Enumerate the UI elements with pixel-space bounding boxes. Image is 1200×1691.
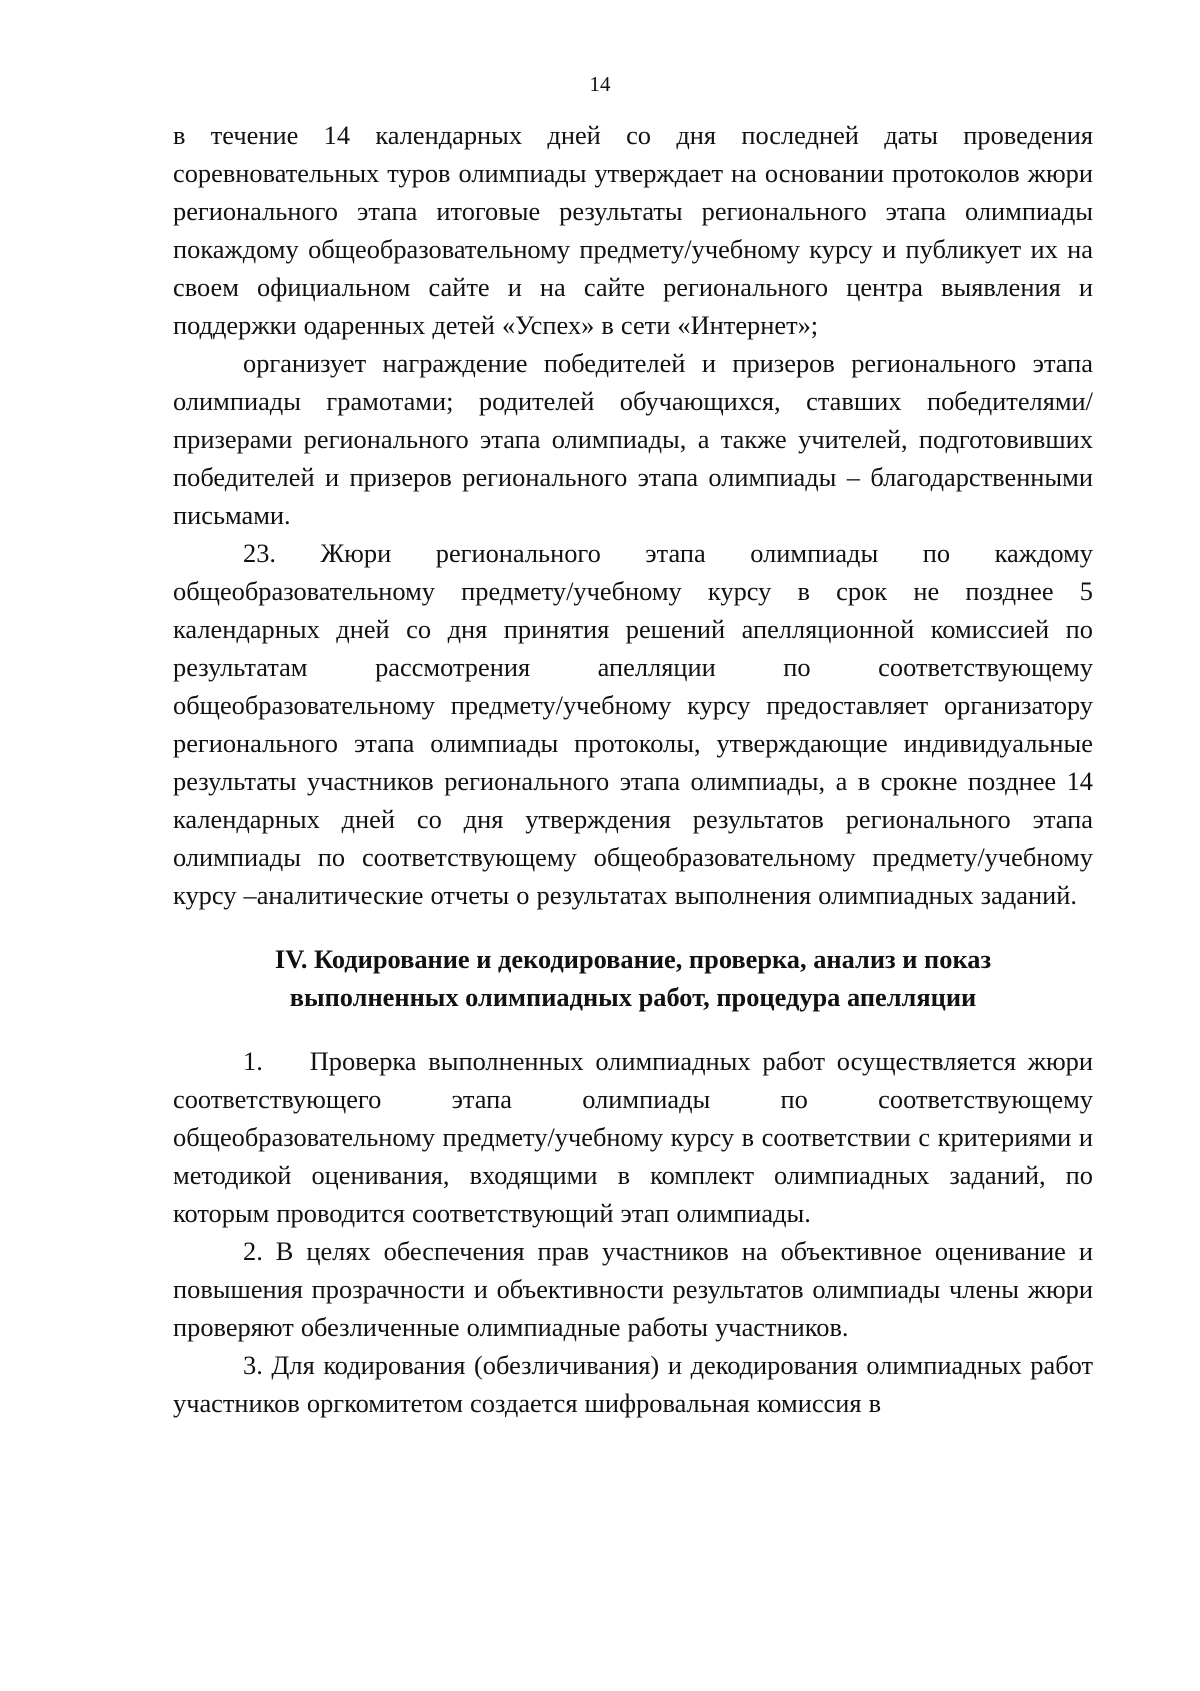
paragraph-results-approval: в течение 14 календарных дней со дня последней даты проведения соревновательных туров олимпиады утверждает на основании протоколов жюри регионального этапа итоговые результаты регионального этапа олимпиады покаждому общеобразовательному предмету/учебному курсу и публикует их на своем официальном сайте и на сайте регионального центра выявления и поддержки одаренных детей «Успех» в сети «Интернет»;	[173, 120, 1093, 340]
page-number: 14	[589, 72, 611, 96]
document-body	[173, 116, 1101, 1422]
paragraph-awarding: организует награждение победителей и призеров регионального этапа олимпиады грамотами; родителей обучающихся, ставших победителями/призерами регионального этапа олимпиады, а также учителей, подготовивших победителей и призеров регионального этапа олимпиады – благодарственными письмами.	[173, 348, 1093, 530]
paragraph-item-23: 23. Жюри регионального этапа олимпиады по каждому общеобразовательному предмету/учебному курсу в срок не позднее 5 календарных дней со дня принятия решений апелляционной комиссией по результатам рассмотрения апелляции по соответствующему общеобразовательному предмету/учебному курсу предоставляет организатору регионального этапа олимпиады протоколы, утверждающие индивидуальные результаты участников регионального этапа олимпиады, а в срокне позднее 14 календарных дней со дня утверждения результатов регионального этапа олимпиады по соответствующему общеобразовательному предмету/учебному курсу –аналитические отчеты о результатах выполнения олимпиадных заданий.	[173, 538, 1093, 910]
section-title: IV. Кодирование и декодирование, проверка, анализ и показ выполненных олимпиадных работ, процедура апелляции	[274, 944, 992, 1012]
paragraph-item-2: 2. В целях обеспечения прав участников на объективное оценивание и повышения прозрачности и объективности результатов олимпиады члены жюри проверяют обезличенные олимпиадные работы участников.	[173, 1236, 1093, 1342]
paragraph-item-3: 3. Для кодирования (обезличивания) и декодирования олимпиадных работ участников оргкомитетом создается шифровальная комиссия в	[173, 1350, 1093, 1418]
paragraph-item-1: 1. Проверка выполненных олимпиадных работ осуществляется жюри соответствующего этапа олимпиады по соответствующему общеобразовательному предмету/учебному курсу в соответствии с критериями и методикой оценивания, входящими в комплект олимпиадных заданий, по которым проводится соответствующий этап олимпиады.	[173, 1046, 1101, 1228]
